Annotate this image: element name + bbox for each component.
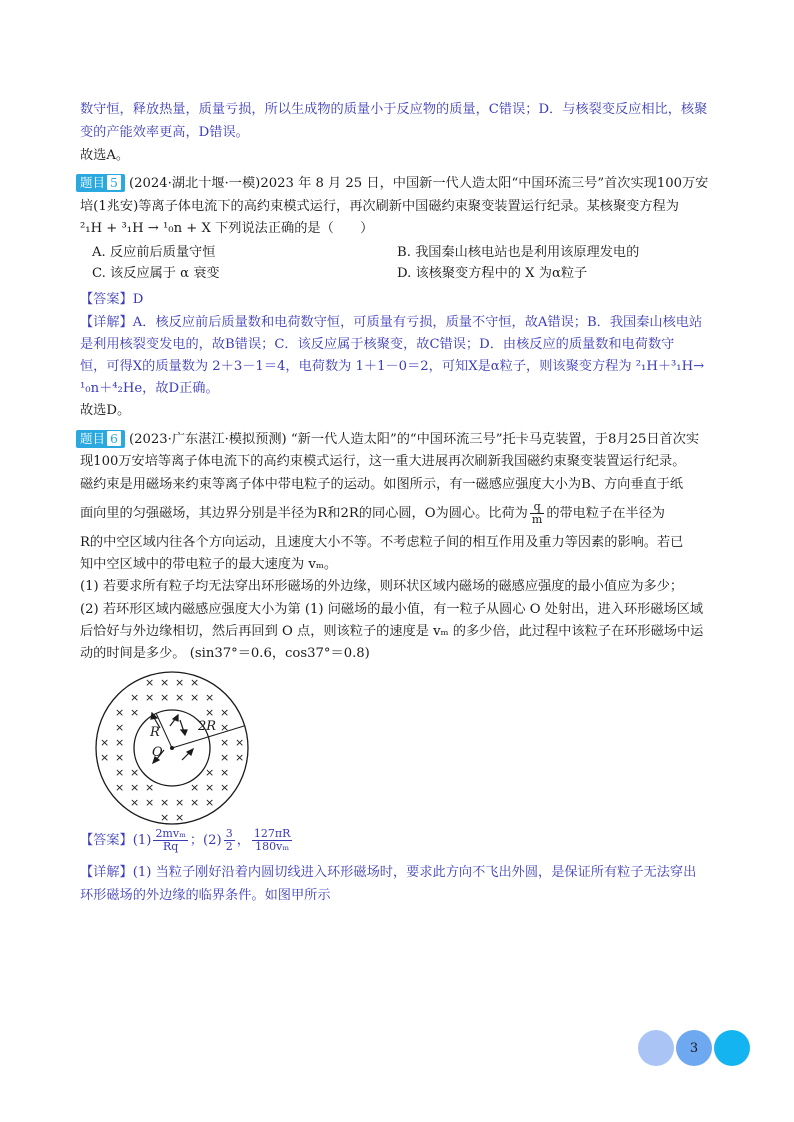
field-cross-mark: × [115, 751, 125, 764]
field-cross-mark: × [130, 706, 140, 719]
field-cross-mark: × [115, 781, 125, 794]
field-cross-mark: × [220, 721, 230, 734]
field-cross-mark: × [145, 796, 155, 809]
q6-sub-question-1: (1) 若要求所有粒子均无法穿出环形磁场的外边缘，则环状区域内磁场的磁感应强度的最小值应为多少； [80, 579, 684, 594]
footer-decor-circle-light [638, 1030, 674, 1066]
q5-detail-line-3: 恒，可得X的质量数为 2＋3－1＝4，电荷数为 1＋1－0＝2，可知X是α粒子，则该聚变方程为 ²₁H＋³₁H→ [80, 359, 705, 374]
field-cross-mark: × [100, 736, 110, 749]
field-cross-mark: × [205, 691, 215, 704]
q5-stem-line-3: ²₁H + ³₁H → ¹₀n + X 下列说法正确的是（ ） [80, 221, 374, 236]
field-cross-mark: × [190, 781, 200, 794]
answer-1-fraction: $\frac{\text{2mvₘ}}{Rq}$ [155, 827, 186, 853]
q6-stem-line-1: 题目 6 (2023·广东湛江·模拟预测) “新一代人造太阳”的“中国环流三号”托卡马克装置，于8月25日首次实 [76, 430, 699, 450]
field-cross-mark: × [130, 766, 140, 779]
prev-detail-line-2: 变的产能效率更高，D错误。 [80, 125, 249, 140]
field-cross-mark: × [130, 796, 140, 809]
q6-tag: 题目 6 [76, 430, 125, 448]
footer-decor-circle-bright [714, 1030, 750, 1066]
charge-mass-ratio: $\frac{q}{m}$ [531, 500, 543, 526]
label-2r: 2R [198, 719, 217, 734]
q6-stem-line-2: 现100万安培等离子体电流下的高约束模式运行，这一重大进展再次刷新我国磁约束聚变装置运行纪录。 [80, 454, 686, 469]
q5-answer: 【答案】D [80, 292, 144, 307]
field-cross-mark: × [190, 691, 200, 704]
label-r: R [150, 725, 160, 740]
field-cross-mark: × [205, 766, 215, 779]
field-cross-mark: × [220, 781, 230, 794]
q6-sub-question-2-line-2: 后恰好与外边缘相切，然后再回到 O 点，则该粒子的速度是 vₘ 的多少倍，此过程中该粒子在环形磁场中运 [80, 624, 704, 639]
q5-option-c: C. 该反应属于 α 衰变 [92, 266, 220, 281]
field-cross-mark: × [220, 751, 230, 764]
answer-3-fraction: $\frac{127\pi R}{\text{180vₘ}}$ [253, 827, 291, 853]
field-cross-mark: × [115, 721, 125, 734]
field-cross-mark: × [115, 766, 125, 779]
field-cross-mark: × [190, 796, 200, 809]
field-cross-mark: × [220, 706, 230, 719]
field-cross-mark: × [175, 796, 185, 809]
q6-stem-line-6: 知中空区域中的带电粒子的最大速度为 vₘ。 [80, 557, 338, 572]
magnetic-field-crosses [100, 676, 244, 824]
field-cross-mark: × [205, 706, 215, 719]
q5-detail-line-2: 是利用核裂变发电的，故B错误；C．该反应属于核聚变，故C错误；D．由核反应的质量数和电荷数守 [80, 337, 675, 352]
field-cross-mark: × [235, 751, 245, 764]
field-cross-mark: × [160, 811, 170, 824]
center-point [170, 746, 174, 750]
prev-conclusion: 故选A。 [80, 148, 130, 163]
field-cross-mark: × [175, 811, 185, 824]
q5-detail-line-4: ¹₀n＋⁴₂He，故D正确。 [80, 381, 219, 396]
q5-option-d: D. 该核聚变方程中的 X 为α粒子 [397, 266, 588, 281]
field-cross-mark: × [115, 706, 125, 719]
q6-detail-line-2: 环形磁场的外边缘的临界条件。如图甲所示 [80, 888, 331, 903]
q5-stem-line-1: 题目 5 (2024·湖北十堰·一模)2023 年 8 月 25 日，中国新一代人造太阳“中国环流三号”首次实现100万安 [76, 174, 708, 194]
field-cross-mark: × [160, 796, 170, 809]
q5-stem-line-2: 培(1兆安)等离子体电流下的高约束模式运行，再次刷新中国磁约束聚变装置运行纪录。某核聚变方程为 [80, 199, 679, 214]
field-cross-mark: × [130, 691, 140, 704]
field-cross-mark: × [160, 676, 170, 689]
field-cross-mark: × [220, 766, 230, 779]
answer-2-fraction: $\frac{3}{2}$ [225, 827, 233, 853]
q5-conclusion: 故选D。 [80, 403, 131, 418]
prev-detail-line-1: 数守恒，释放热量，质量亏损，所以生成物的质量小于反应物的质量，C错误；D．与核裂变反应相比，核聚 [80, 102, 708, 117]
field-cross-mark: × [160, 691, 170, 704]
field-cross-mark: × [175, 676, 185, 689]
q6-detail-line-1: 【详解】(1) 当粒子刚好沿着内圆切线进入环形磁场时，要求此方向不飞出外圆，是保证所有粒子无法穿出 [80, 865, 697, 880]
q6-stem-line-3: 磁约束是用磁场来约束等离子体中带电粒子的运动。如图所示，有一磁感应强度大小为B、方向垂直于纸 [80, 477, 684, 492]
label-o: O [152, 745, 163, 760]
field-cross-mark: × [145, 676, 155, 689]
field-cross-mark: × [100, 751, 110, 764]
field-cross-mark: × [220, 736, 230, 749]
field-cross-mark: × [145, 781, 155, 794]
q6-sub-question-2-line-1: (2) 若环形区域内磁感应强度大小为第 (1) 问磁场的最小值，有一粒子从圆心 O 处射出，进入环形磁场区域 [80, 602, 704, 617]
q6-sub-question-2-line-3: 动的时间是多少。 (sin37°＝0.6，cos37°＝0.8) [80, 646, 370, 661]
q6-stem-line-4: 面向里的匀强磁场，其边界分别是半径为R和2R的同心圆，O为圆心。比荷为 $\frac{q}{m}$ 的带电粒子在半径为 [80, 500, 665, 526]
q5-tag: 题目 5 [76, 174, 125, 192]
page-number: 3 [676, 1030, 712, 1066]
field-cross-mark: × [205, 796, 215, 809]
magnetic-field-figure [92, 668, 252, 828]
q6-answer: 【答案】(1) $\frac{\text{2mvₘ}}{Rq}$ ；(2) $\frac{3}{2}$ ， $\frac{127\pi R}{\text{180vₘ}}$ [80, 827, 291, 853]
q5-option-b: B. 我国秦山核电站也是利用该原理发电的 [397, 245, 640, 260]
field-cross-mark: × [235, 736, 245, 749]
field-cross-mark: × [175, 691, 185, 704]
field-cross-mark: × [190, 676, 200, 689]
q6-stem-line-5: R的中空区域内往各个方向运动，且速度大小不等。不考虑粒子间的相互作用及重力等因素的影响。若已 [80, 535, 684, 550]
field-cross-mark: × [130, 781, 140, 794]
field-cross-mark: × [205, 781, 215, 794]
field-cross-mark: × [145, 691, 155, 704]
field-cross-mark: × [115, 736, 125, 749]
q5-option-a: A. 反应前后质量守恒 [92, 245, 216, 260]
q5-detail-line-1: 【详解】A．核反应前后质量数和电荷数守恒，可质量有亏损，质量不守恒，故A错误；B．我国秦山核电站 [80, 315, 703, 330]
